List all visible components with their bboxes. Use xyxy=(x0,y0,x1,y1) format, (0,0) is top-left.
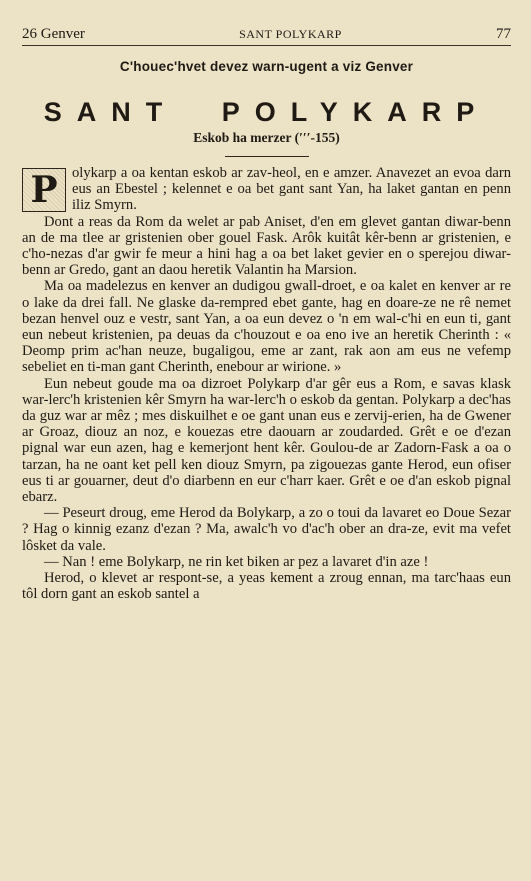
header-title: SANT POLYKARP xyxy=(239,27,342,41)
saint-title: SANT POLYKARP xyxy=(43,97,490,127)
dropcap-initial: P xyxy=(22,168,66,212)
divider-rule xyxy=(225,156,309,157)
paragraph-7: Herod, o klevet ar respont-se, a yeas kement a zroug ennan, ma tarc'haas eun tôl dorn gant an eskob santel a xyxy=(22,570,511,603)
article-body xyxy=(22,165,511,602)
saint-subtitle: Eskob ha merzer (′′′-155) xyxy=(193,130,340,145)
paragraph-3: Ma oa madelezus en kenver an dudigou gwall-droet, e oa kalet en kenver ar re o lake da drei fall. Ne glaske da-rempred ebet gante, hag en doare-ze ne rê nemet bezan henvel ouz e vestr, sant Yan, a oa eun devez o 'n em wal-c'hi en eun ti, gant eun nebeut kristenien, pa deuas da c'houzout e oa eno ive an heretik Cherinth : « Deomp prim ac'han neuze, bugaligou, eme ar zant, rak aon am eus ne vefemp sebeliet en ti-man gant Cherinth, enebour ar wirione. » xyxy=(22,278,511,376)
paragraph-1-text: olykarp a oa kentan eskob ar zav-heol, en e amzer. Anavezet an evoa darn eus an Ebestel ; kelennet e oa bet gant sant Yan, ha laket gantan en penn iliz Smyrn. xyxy=(72,165,511,214)
month-heading: C'houec'hvet devez warn-ugent a viz Genver xyxy=(119,59,414,74)
header-date: 26 Genver xyxy=(22,26,85,42)
paragraph-5: — Peseurt droug, eme Herod da Bolykarp, a zo o toui da lavaret eo Doue Sezar ? Hag o kinnig ezanz d'ezan ? Ma, awalc'h vo d'ac'h ober an dra-ze, evit ma vefet lôsket da vale. xyxy=(22,505,511,554)
paragraph-2: Dont a reas da Rom da welet ar pab Aniset, d'en em glevet gantan diwar-benn an de ma tlee ar gristenien ober gouel Fask. Arôk kuitât kêr-benn ar gristenien, e c'ho-nezas d'ar gwir fe meur a hini hag a oa bet laket gevier en o sperejou diwar-benn ar Gredo, gant an daou heretik Valantin ha Marsion. xyxy=(22,213,511,279)
paragraph-1 xyxy=(22,165,511,214)
paragraph-4: Eun nebeut goude ma oa dizroet Polykarp d'ar gêr eus a Rom, e savas klask war-lerc'h kristenien kêr Smyrn ha war-lerc'h o eskob da gentan. Polykarp a dec'has da guz war ar mêz ; mes diskuilhet e oe gant unan eus e zervij-erien, ha de Gwener ar Groaz, diouz an noz, e kouezas etre daouarn ar zoudarded. Grêt e oe d'ezan pignal war eun azen, hag e kemerjont hent kêr. Goulou-de ar Zadorn-Fask a oa o tarzan, ha ne oant ket pell ken diouz Smyrn, pa zigouezas gante Herod, eun ofiser eus ti ar gouarner, deut d'o diarbenn en eur c'harr kaer. Grêt e oe d'an eskob pignal ebarz. xyxy=(22,375,511,506)
running-head xyxy=(22,26,511,46)
page-number: 77 xyxy=(495,26,511,42)
paragraph-6: — Nan ! eme Bolykarp, ne rin ket biken ar pez a lavaret d'in aze ! xyxy=(44,553,429,570)
